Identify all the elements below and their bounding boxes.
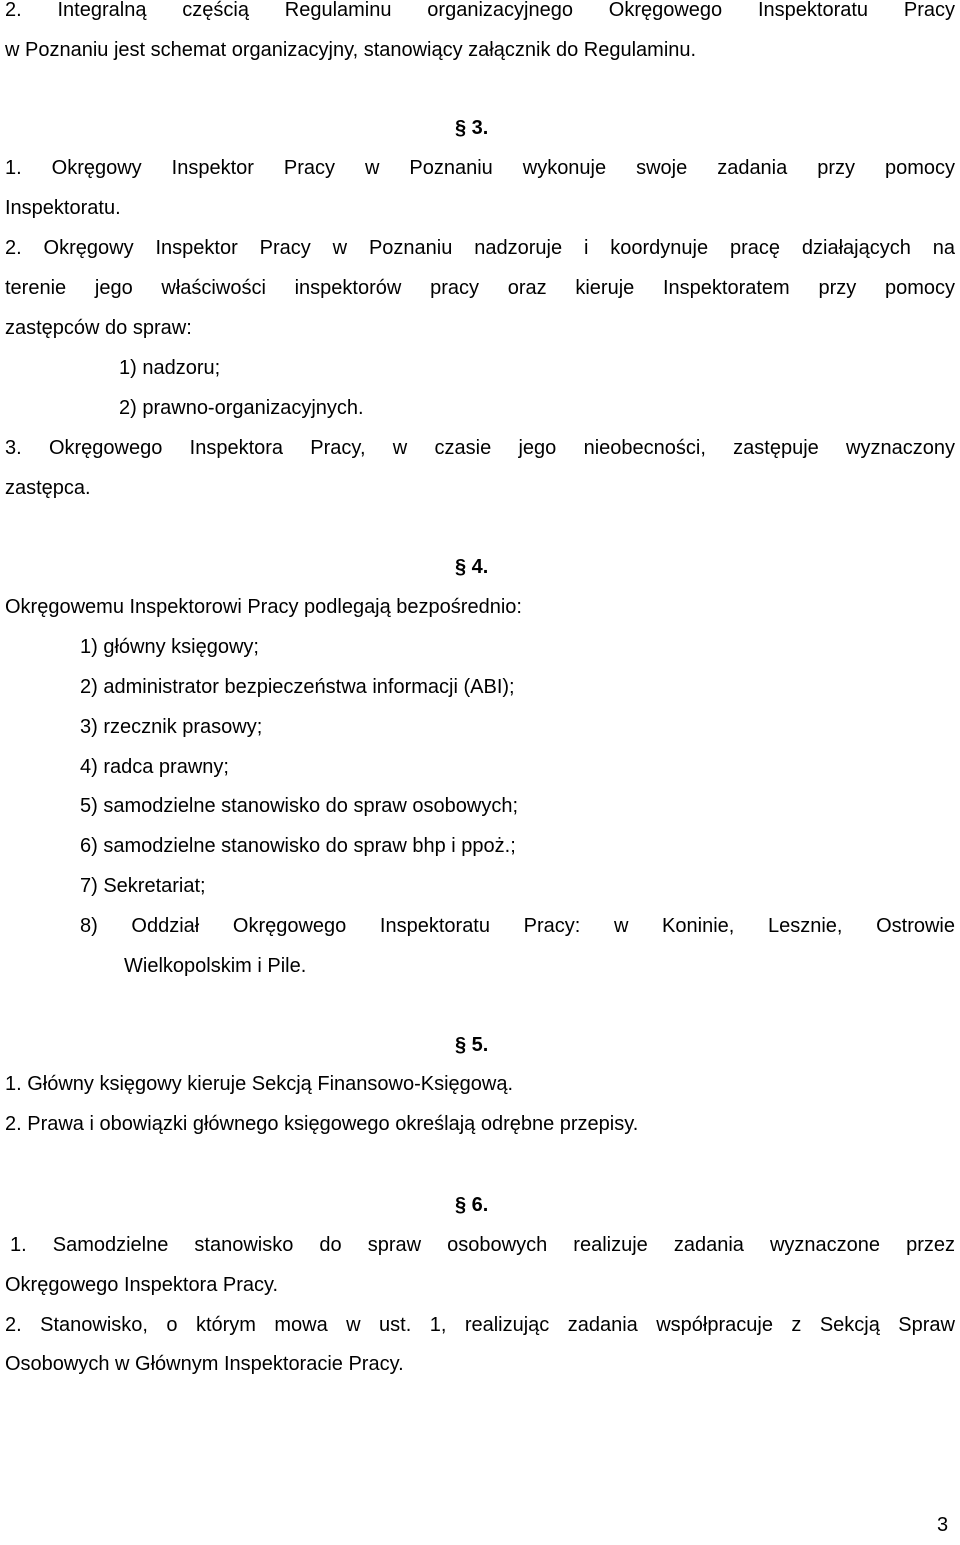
section-heading: § 3. — [455, 117, 489, 139]
paragraph-line: 2. Prawa i obowiązki głównego księgowego określają odrębne przepisy. — [5, 1113, 639, 1135]
section-heading: § 4. — [455, 556, 489, 578]
paragraph-line: 1. Samodzielne stanowisko do spraw osobowych realizuje zadania wyznaczone przez — [10, 1234, 955, 1256]
list-item: 2) prawno-organizacyjnych. — [119, 397, 364, 419]
list-item-continuation: Wielkopolskim i Pile. — [124, 955, 307, 977]
list-item: 1) nadzoru; — [119, 357, 221, 379]
list-item: 5) samodzielne stanowisko do spraw osobowych; — [80, 795, 518, 817]
paragraph-line: Osobowych w Głównym Inspektoracie Pracy. — [5, 1353, 404, 1375]
section-heading: § 6. — [455, 1194, 489, 1216]
paragraph-line: Inspektoratu. — [5, 197, 121, 219]
section-heading: § 5. — [455, 1034, 489, 1056]
paragraph-line: terenie jego właściwości inspektorów pracy oraz kieruje Inspektoratem przy pomocy — [5, 277, 955, 299]
paragraph-line: Okręgowemu Inspektorowi Pracy podlegają bezpośrednio: — [5, 596, 522, 618]
paragraph-line: 2. Integralną częścią Regulaminu organizacyjnego Okręgowego Inspektoratu Pracy — [5, 0, 955, 21]
paragraph-line: w Poznaniu jest schemat organizacyjny, stanowiący załącznik do Regulaminu. — [5, 39, 697, 61]
paragraph-line: 3. Okręgowego Inspektora Pracy, w czasie jego nieobecności, zastępuje wyznaczony — [5, 437, 955, 459]
paragraph-line: 1. Okręgowy Inspektor Pracy w Poznaniu wykonuje swoje zadania przy pomocy — [5, 157, 955, 179]
list-item: 3) rzecznik prasowy; — [80, 716, 263, 738]
paragraph-line: Okręgowego Inspektora Pracy. — [5, 1274, 279, 1296]
paragraph-line: 2. Okręgowy Inspektor Pracy w Poznaniu nadzoruje i koordynuje pracę działających na — [5, 237, 955, 259]
list-item: 4) radca prawny; — [80, 756, 229, 778]
list-item: 2) administrator bezpieczeństwa informacji (ABI); — [80, 676, 515, 698]
page-number: 3 — [937, 1514, 949, 1536]
paragraph-line: zastępca. — [5, 477, 91, 499]
paragraph-line: zastępców do spraw: — [5, 317, 192, 339]
list-item: 8) Oddział Okręgowego Inspektoratu Pracy: w Koninie, Lesznie, Ostrowie — [80, 915, 955, 937]
list-item: 6) samodzielne stanowisko do spraw bhp i ppoż.; — [80, 835, 516, 857]
paragraph-line: 1. Główny księgowy kieruje Sekcją Finansowo-Księgową. — [5, 1073, 514, 1095]
list-item: 7) Sekretariat; — [80, 875, 206, 897]
paragraph-line: 2. Stanowisko, o którym mowa w ust. 1, realizując zadania współpracuje z Sekcją Spraw — [5, 1314, 955, 1336]
list-item: 1) główny księgowy; — [80, 636, 259, 658]
